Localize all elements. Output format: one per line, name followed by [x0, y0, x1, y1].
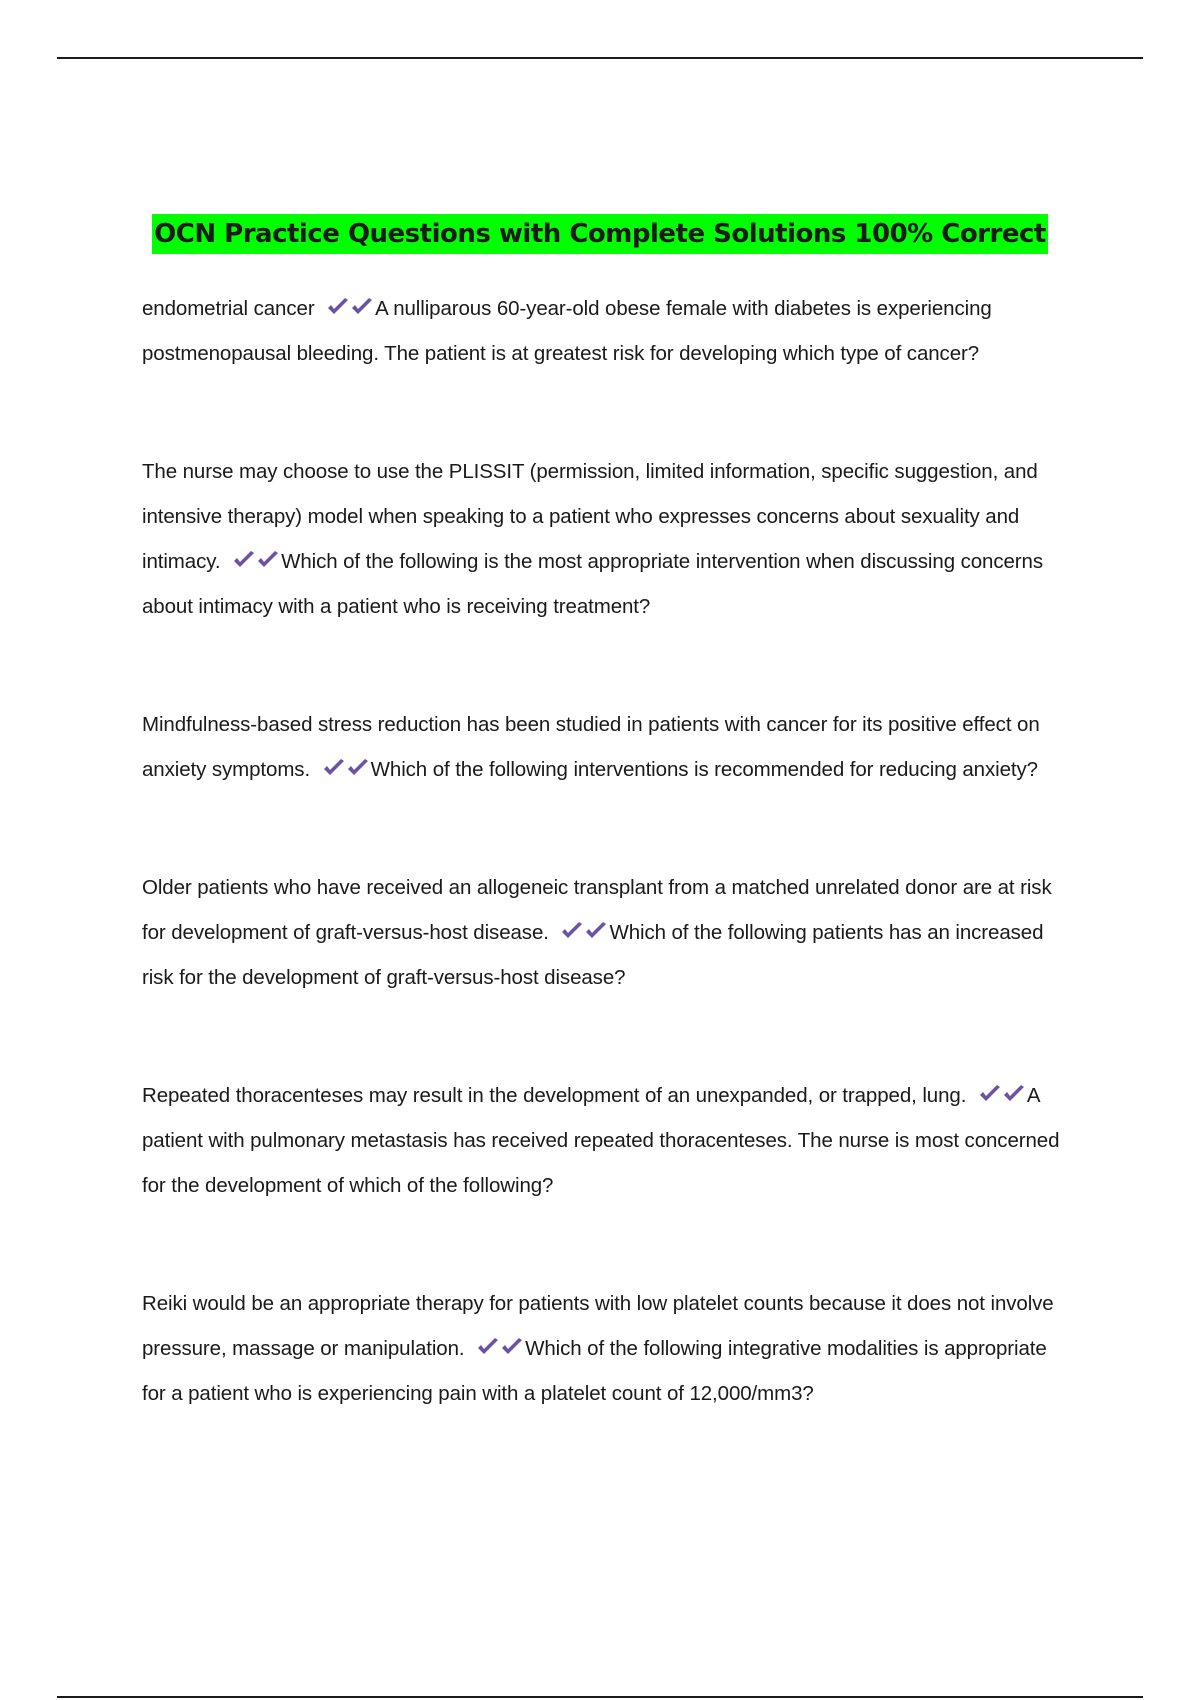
double-check-icon	[232, 539, 280, 584]
answer-text: Older patients who have received an allogeneic transplant from a matched unrelated donor are at risk for development of graft-versus-host disease.	[142, 876, 1052, 944]
question-text: Which of the following patients has an increased risk for the development of graft-versus-host disease?	[142, 921, 1044, 989]
answer-text: endometrial cancer	[142, 297, 315, 320]
answer-text: Repeated thoracenteses may result in the development of an unexpanded, or trapped, lung.	[142, 1084, 967, 1107]
qa-item	[142, 449, 1072, 629]
qa-item	[142, 702, 1072, 792]
question-text: A nulliparous 60-year-old obese female with diabetes is experiencing postmenopausal bleeding. The patient is at greatest risk for developing which type of cancer?	[142, 297, 992, 365]
question-text: Which of the following integrative modalities is appropriate for a patient who is experiencing pain with a platelet count of 12,000/mm3?	[142, 1337, 1047, 1405]
qa-item	[142, 286, 1072, 376]
answer-text: The nurse may choose to use the PLISSIT (permission, limited information, specific suggestion, and intensive therapy) model when speaking to a patient who expresses concerns about sexuality and intimacy.	[142, 460, 1038, 573]
qa-list	[142, 286, 1072, 1489]
double-check-icon	[560, 910, 608, 955]
double-check-icon	[326, 286, 374, 331]
question-text: A patient with pulmonary metastasis has received repeated thoracenteses. The nurse is most concerned for the development of which of the following?	[142, 1084, 1060, 1197]
answer-text: Mindfulness-based stress reduction has been studied in patients with cancer for its positive effect on anxiety symptoms.	[142, 713, 1040, 781]
title-block	[0, 214, 1200, 254]
check-icon	[560, 921, 584, 941]
question-text: Which of the following interventions is recommended for reducing anxiety?	[370, 758, 1038, 781]
check-icon	[1002, 1084, 1026, 1104]
bottom-rule	[57, 1696, 1143, 1698]
check-icon	[232, 550, 256, 570]
qa-item	[142, 1073, 1072, 1208]
double-check-icon	[978, 1073, 1026, 1118]
double-check-icon	[476, 1326, 524, 1371]
document-title: OCN Practice Questions with Complete Solutions 100% Correct	[152, 214, 1048, 254]
check-icon	[476, 1337, 500, 1357]
check-icon	[322, 758, 346, 778]
answer-text: Reiki would be an appropriate therapy for patients with low platelet counts because it does not involve pressure, massage or manipulation.	[142, 1292, 1054, 1360]
check-icon	[350, 297, 374, 317]
check-icon	[978, 1084, 1002, 1104]
question-text: Which of the following is the most appropriate intervention when discussing concerns about intimacy with a patient who is receiving treatment?	[142, 550, 1043, 618]
qa-item	[142, 865, 1072, 1000]
check-icon	[500, 1337, 524, 1357]
check-icon	[326, 297, 350, 317]
top-rule	[57, 57, 1143, 59]
check-icon	[256, 550, 280, 570]
check-icon	[584, 921, 608, 941]
double-check-icon	[322, 747, 370, 792]
qa-item	[142, 1281, 1072, 1416]
check-icon	[346, 758, 370, 778]
